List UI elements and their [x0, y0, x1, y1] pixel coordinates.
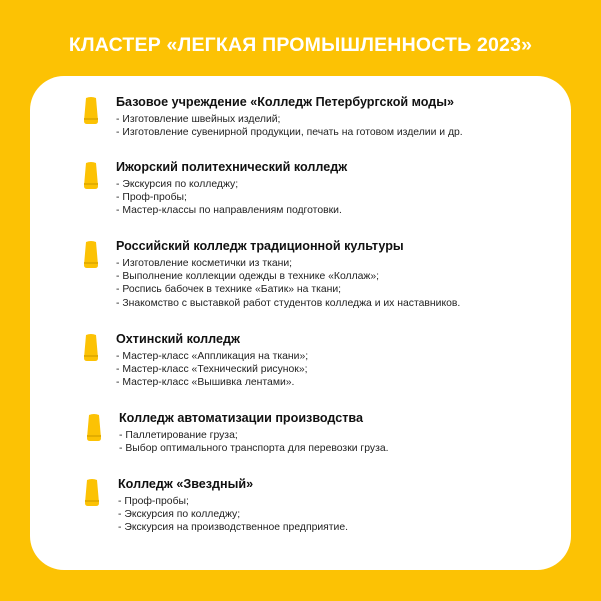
college-heading: Ижорский политехнический колледж: [116, 160, 348, 174]
activity-item: - Проф-пробы;: [116, 192, 187, 204]
activity-item: - Роспись бабочек в технике «Батик» на ткани;: [116, 284, 342, 296]
activity-list: [116, 257, 460, 310]
content-card: [30, 76, 571, 570]
college-heading: Российский колледж традиционной культуры: [116, 239, 404, 253]
activity-item: - Мастер-класс «Технический рисунок»;: [116, 364, 308, 376]
activity-list: [116, 178, 342, 218]
thimble-icon: [85, 413, 103, 443]
activity-item: - Знакомство с выставкой работ студентов колледжа и их наставников.: [116, 297, 461, 309]
thimble-icon: [83, 478, 101, 508]
activity-list: [116, 350, 308, 390]
page-title: КЛАСТЕР «ЛЕГКАЯ ПРОМЫШЛЕННОСТЬ 2023»: [68, 34, 533, 56]
activity-item: - Выполнение коллекции одежды в технике «Коллаж»;: [116, 271, 380, 283]
activity-item: - Проф-пробы;: [118, 496, 189, 507]
activity-list: [118, 495, 348, 535]
activity-item: - Экскурсия по колледжу;: [118, 509, 241, 521]
activity-item: - Паллетирование груза;: [119, 430, 238, 441]
college-heading: Колледж «Звездный»: [118, 477, 254, 491]
activity-item: - Экскурсия на производственное предприятие.: [118, 522, 349, 534]
activity-item: - Изготовление сувенирной продукции, печать на готовом изделии и др.: [116, 127, 463, 139]
thimble-icon: [82, 240, 100, 270]
thimble-icon: [82, 161, 100, 191]
activity-list: [119, 429, 389, 455]
college-heading: Колледж автоматизации производства: [119, 411, 363, 425]
activity-item: - Выбор оптимального транспорта для перевозки груза.: [119, 443, 389, 455]
activity-item: - Мастер-класс «Аппликация на ткани»;: [116, 351, 309, 362]
thimble-icon: [82, 333, 100, 363]
activity-list: [116, 113, 463, 139]
activity-item: - Мастер-классы по направлениям подготовки.: [116, 205, 342, 217]
thimble-icon: [82, 96, 100, 126]
college-heading: Базовое учреждение «Колледж Петербургской моды»: [116, 95, 455, 109]
activity-item: - Мастер-класс «Вышивка лентами».: [116, 377, 295, 389]
college-heading: Охтинский колледж: [116, 332, 240, 346]
activity-item: - Экскурсия по колледжу;: [116, 179, 239, 190]
activity-item: - Изготовление косметички из ткани;: [116, 258, 293, 269]
activity-item: - Изготовление швейных изделий;: [116, 114, 281, 125]
